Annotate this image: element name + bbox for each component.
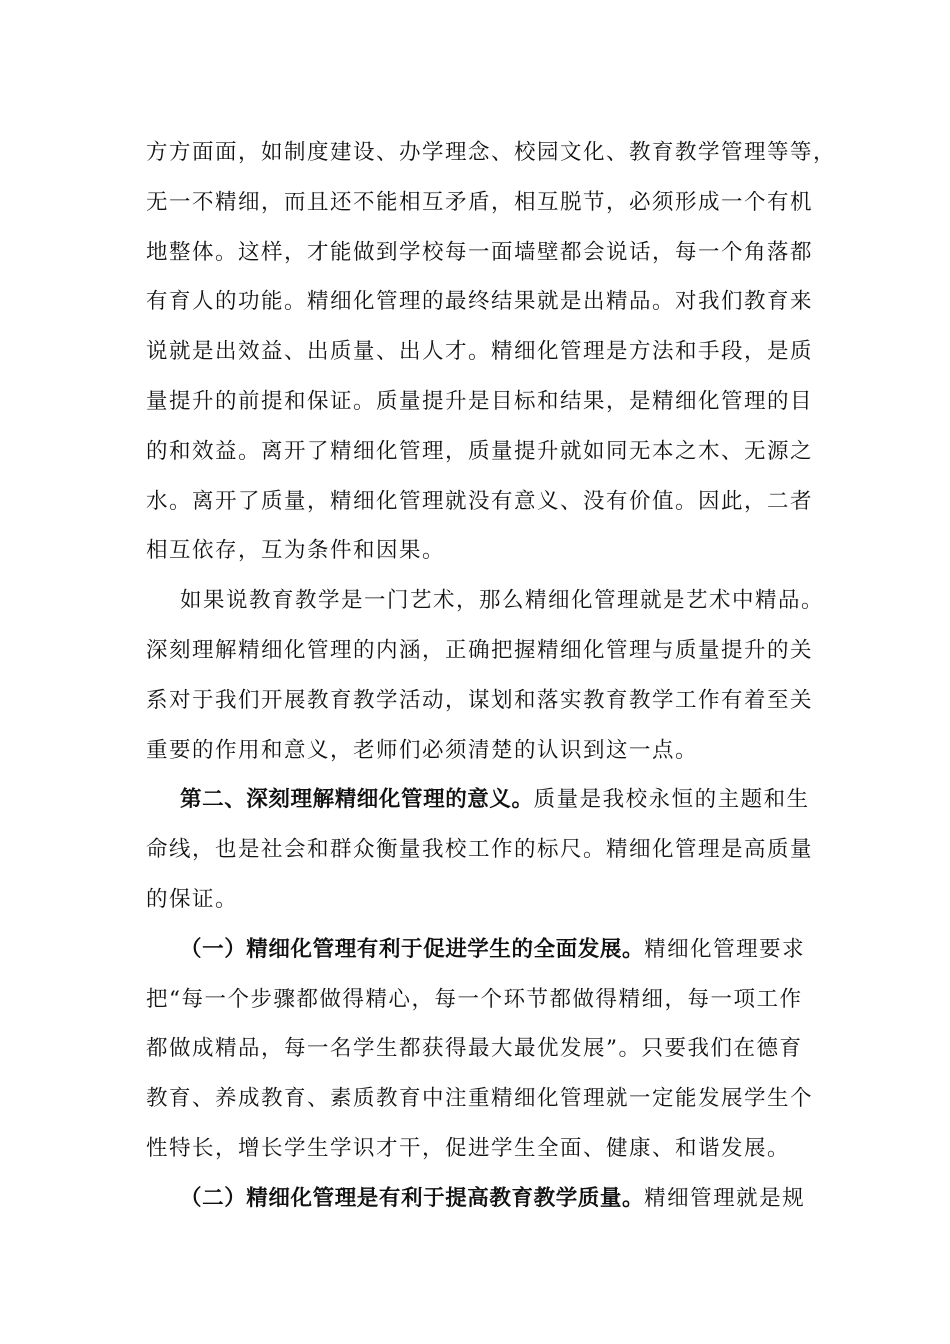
text-line: 说就是出效益、出质量、出人才。精细化管理是方法和手段，是质 (146, 339, 814, 365)
body-text (146, 128, 837, 1224)
subsection-heading-line (146, 925, 826, 975)
section-heading-line (146, 775, 826, 825)
text-line: 把“每一个步骤都做得精心，每一个环节都做得精细，每一项工作 (146, 986, 803, 1012)
text-line: 相互依存，互为条件和因果。 (146, 538, 446, 564)
text-line: 系对于我们开展教育教学活动，谋划和落实教育教学工作有着至关 (146, 687, 814, 713)
text-line: 的保证。 (146, 886, 239, 912)
text-line: 量提升的前提和保证。质量提升是目标和结果，是精细化管理的目 (146, 388, 814, 414)
text-line: 都做成精品，每一名学生都获得最大最优发展”。只要我们在德育 (146, 1036, 803, 1062)
text-line: 水。离开了质量，精细化管理就没有意义、没有价值。因此，二者 (146, 488, 814, 514)
text-line: 深刻理解精细化管理的内涵，正确把握精细化管理与质量提升的关 (146, 637, 814, 663)
subsection-heading-line (146, 1174, 826, 1224)
text-line: 重要的作用和意义，老师们必须清楚的认识到这一点。 (146, 737, 699, 763)
section-heading: 第二、深刻理解精细化管理的意义。 (180, 787, 534, 813)
text-line: 教育、养成教育、素质教育中注重精细化管理就一定能发展学生个 (146, 1086, 814, 1112)
text-line: 有育人的功能。精细化管理的最终结果就是出精品。对我们教育来 (146, 289, 814, 315)
subsection-heading: （二）精细化管理是有利于提高教育教学质量。 (180, 1185, 645, 1211)
text-run: 精细管理就是规 (644, 1185, 806, 1211)
text-line: 性特长，增长学生学识才干，促进学生全面、健康、和谐发展。 (146, 1135, 791, 1161)
text-run: 精细化管理要求 (644, 936, 806, 962)
subsection-heading: （一）精细化管理有利于促进学生的全面发展。 (180, 936, 645, 962)
text-line: 方方面面，如制度建设、办学理念、校园文化、教育教学管理等等， (146, 140, 837, 165)
text-line: 地整体。这样，才能做到学校每一面墙壁都会说话，每一个角落都 (146, 239, 814, 265)
text-line: 命线，也是社会和群众衡量我校工作的标尺。精细化管理是高质量 (146, 837, 814, 863)
text-line: 无一不精细，而且还不能相互矛盾，相互脱节，必须形成一个有机 (146, 189, 814, 215)
text-run: 质量是我校永恒的主题和生 (533, 787, 810, 813)
text-line: 的和效益。离开了精细化管理，质量提升就如同无本之木、无源之 (146, 438, 814, 464)
text-line: 如果说教育教学是一门艺术，那么精细化管理就是艺术中精品。 (180, 588, 825, 614)
